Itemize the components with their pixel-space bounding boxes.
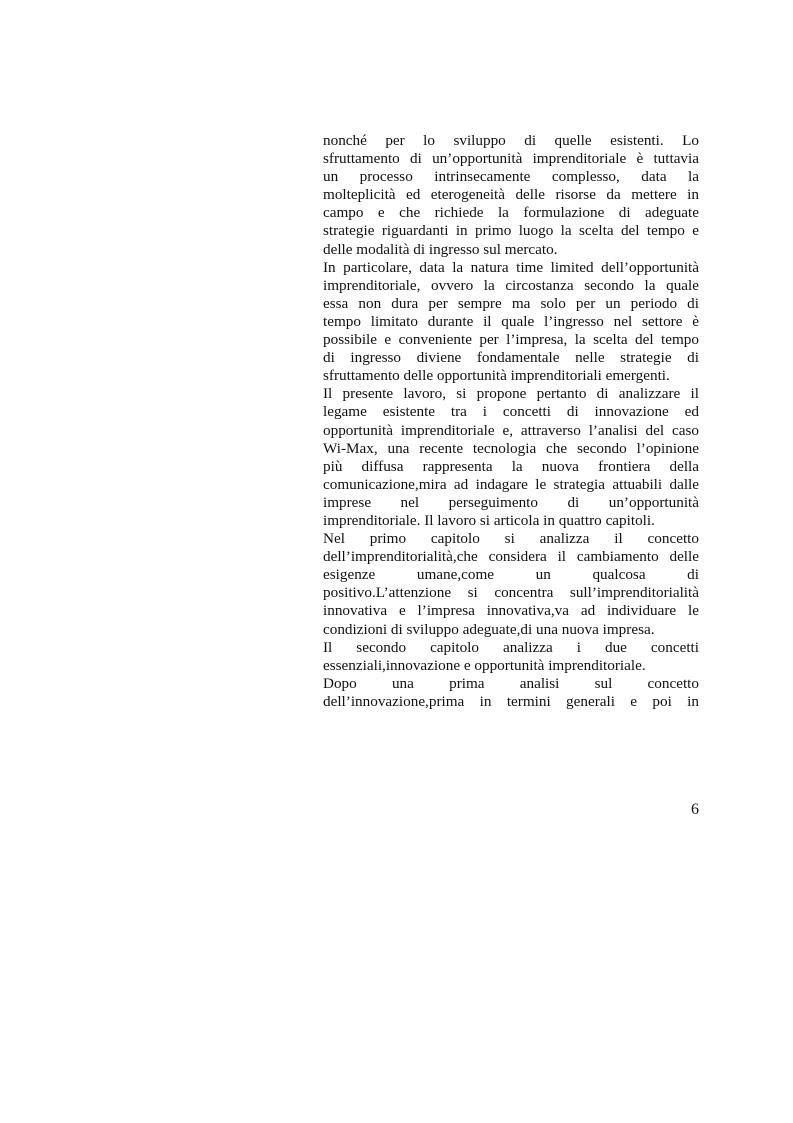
text-line: dell’innovazione,prima in termini generali e poi in [323,692,699,710]
text-line: tempo limitato durante il quale l’ingresso nel settore è [323,312,699,330]
text-line: essa non dura per sempre ma solo per un periodo di [323,294,699,312]
text-line: un processo intrinsecamente complesso, data la [323,168,699,186]
text-line: imprese nel perseguimento di un’opportunità [323,493,699,511]
text-line: di ingresso diviene fondamentale nelle strategie di [323,349,699,367]
text-line: Nel primo capitolo si analizza il concetto [323,530,699,548]
text-line: più diffusa rappresenta la nuova frontiera della [323,457,699,475]
text-line: delle modalità di ingresso sul mercato. [323,240,558,258]
text-line: possibile e conveniente per l’impresa, la scelta del tempo [323,331,699,349]
text-line: Dopo una prima analisi sul concetto [323,674,699,692]
text-line: imprenditoriale. Il lavoro si articola in quattro capitoli. [323,511,655,529]
body-text [323,132,699,711]
page-number: 6 [691,801,699,818]
text-line: sfruttamento di un’opportunità imprenditoriale è tuttavia [323,150,699,168]
text-line: molteplicità ed eterogeneità delle risorse da mettere in [323,186,699,204]
text-line: condizioni di sviluppo adeguate,di una nuova impresa. [323,620,655,638]
text-line: essenziali,innovazione e opportunità imprenditoriale. [323,656,646,674]
text-line: legame esistente tra i concetti di innovazione ed [323,403,699,421]
text-line: esigenze umane,come un qualcosa di [323,566,699,584]
text-line: sfruttamento delle opportunità imprenditoriali emergenti. [323,367,670,385]
text-line: Il secondo capitolo analizza i due concetti [323,638,699,656]
text-line: Wi-Max, una recente tecnologia che secondo l’opinione [323,439,699,457]
text-line: positivo.L’attenzione si concentra sull’imprenditorialità [323,584,699,602]
text-line: strategie riguardanti in primo luogo la scelta del tempo e [323,222,699,240]
text-line: campo e che richiede la formulazione di adeguate [323,204,699,222]
text-line: Il presente lavoro, si propone pertanto di analizzare il [323,385,699,403]
text-line: imprenditoriale, ovvero la circostanza secondo la quale [323,276,699,294]
text-line: nonché per lo sviluppo di quelle esistenti. Lo [323,132,699,149]
text-line: opportunità imprenditoriale e, attraverso l’analisi del caso [323,421,699,439]
text-line: innovativa e l’impresa innovativa,va ad individuare le [323,602,699,620]
text-line: comunicazione,mira ad indagare le strategia attuabili dalle [323,475,699,493]
text-line: dell’imprenditorialità,che considera il cambiamento delle [323,548,699,566]
text-line: In particolare, data la natura time limited dell’opportunità [323,258,699,276]
